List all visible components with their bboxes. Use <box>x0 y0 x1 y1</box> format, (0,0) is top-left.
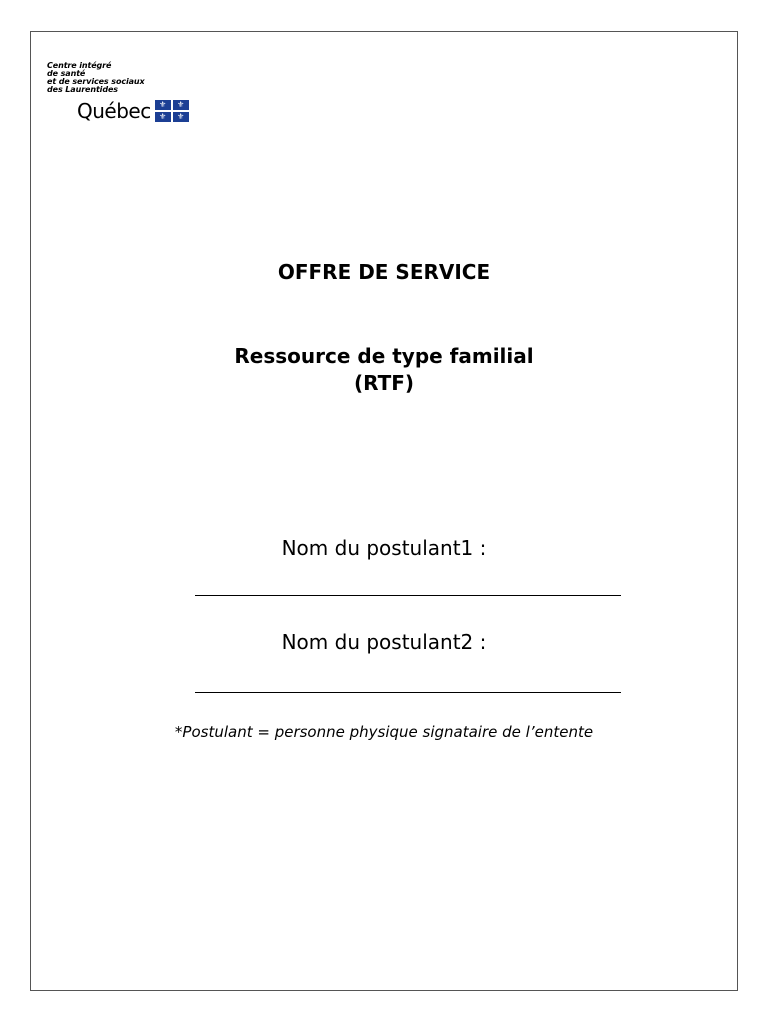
organization-logo <box>47 62 207 126</box>
fleur-de-lis-icon: ⚜ <box>173 112 189 122</box>
subtitle-abbreviation: (RTF) <box>353 371 415 395</box>
applicant1-label: Nom du postulant1 : <box>281 536 487 560</box>
logo-wordmark: Québec <box>77 99 151 123</box>
logo-line: des Laurentides <box>47 85 118 94</box>
subtitle-line: Ressource de type familial <box>234 344 534 368</box>
logo-line: de santé <box>47 69 86 78</box>
logo-wordmark-row <box>77 100 189 122</box>
footnote: *Postulant = personne physique signataire de l’entente <box>174 723 594 741</box>
fleur-de-lis-icon: ⚜ <box>155 112 171 122</box>
fleur-de-lis-icon: ⚜ <box>173 100 189 110</box>
logo-organization-name <box>47 62 207 94</box>
document-subtitle <box>31 343 737 397</box>
document-page <box>30 31 738 991</box>
logo-line: et de services sociaux <box>47 77 145 86</box>
document-title: OFFRE DE SERVICE <box>277 260 491 284</box>
quebec-flag-icon <box>155 100 189 122</box>
applicant2-line[interactable] <box>195 692 621 693</box>
applicant1-line[interactable] <box>195 595 621 596</box>
logo-line: Centre intégré <box>47 61 112 70</box>
applicant2-label: Nom du postulant2 : <box>281 630 487 654</box>
fleur-de-lis-icon: ⚜ <box>155 100 171 110</box>
